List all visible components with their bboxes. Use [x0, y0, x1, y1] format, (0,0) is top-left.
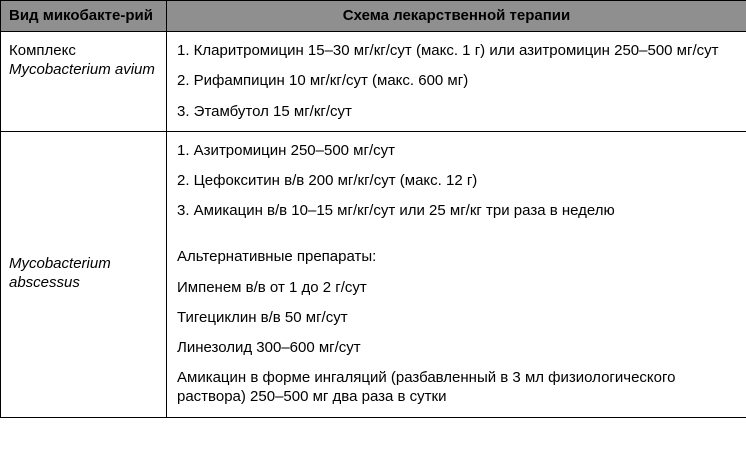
cell-mycobacteria-type — [1, 32, 167, 132]
scheme-line: 1. Кларитромицин 15–30 мг/кг/сут (макс. 1 г) или азитромицин 250–500 мг/сут — [177, 42, 719, 60]
scheme-line: 2. Цефокситин в/в 200 мг/кг/сут (макс. 12 г) — [177, 172, 478, 190]
table-header-row — [1, 1, 746, 32]
cell-mycobacteria-type — [1, 131, 167, 417]
column-header-therapy-scheme: Схема лекарственной терапии — [167, 1, 746, 32]
scheme-line: Тигециклин в/в 50 мг/сут — [177, 308, 348, 326]
type-prefix-label: Комплекс — [9, 42, 76, 60]
table-header — [1, 1, 746, 32]
table-row — [1, 32, 746, 132]
scheme-line: 3. Амикацин в/в 10–15 мг/кг/сут или 25 мг/кг три раза в неделю — [177, 202, 615, 220]
scheme-line: 2. Рифампицин 10 мг/кг/сут (макс. 600 мг) — [177, 72, 469, 90]
scheme-line: 3. Этамбутол 15 мг/кг/сут — [177, 102, 352, 120]
table-body — [1, 32, 746, 417]
cell-therapy-scheme — [167, 131, 746, 417]
scheme-line: Амикацин в форме ингаляций (разбавленный в 3 мл физиологического раствора) 250–500 мг два раза в сутки — [177, 369, 676, 406]
table-row — [1, 131, 746, 417]
cell-therapy-scheme — [167, 32, 746, 132]
type-species-label: Mycobacterium abscessus — [9, 255, 111, 292]
scheme-spacer — [177, 231, 736, 247]
scheme-line: 1. Азитромицин 250–500 мг/сут — [177, 141, 395, 159]
scheme-line: Импенем в/в от 1 до 2 г/сут — [177, 278, 367, 296]
scheme-line: Альтернативные препараты: — [177, 248, 377, 266]
type-species-label: Mycobacterium avium — [9, 61, 155, 79]
column-header-mycobacteria-type: Вид микобакте-рий — [1, 1, 167, 32]
scheme-line: Линезолид 300–600 мг/сут — [177, 338, 361, 356]
